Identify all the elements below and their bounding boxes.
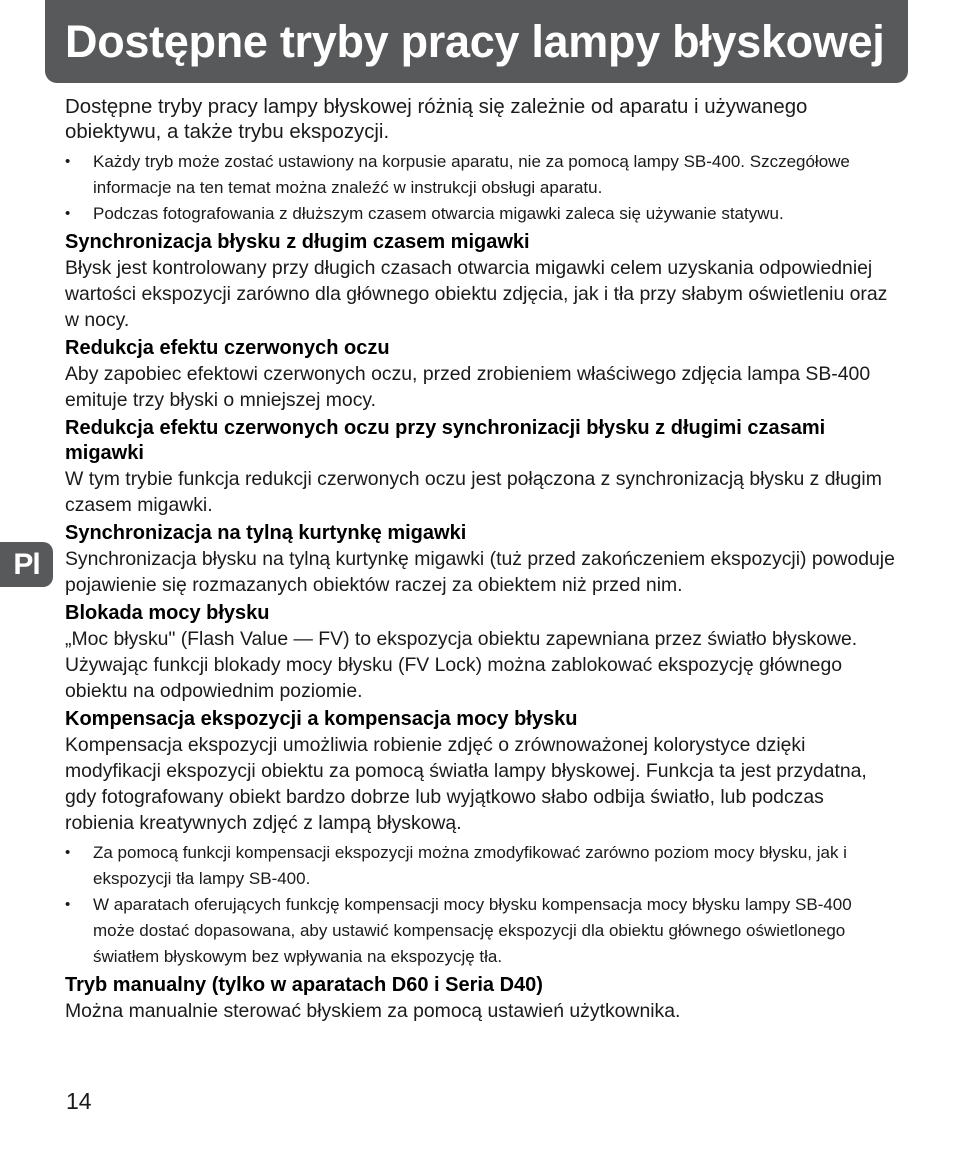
section-heading: Blokada mocy błysku — [65, 602, 270, 624]
section-red-eye — [65, 336, 895, 413]
section-exposure-compensation — [65, 707, 895, 970]
language-tab-label: Pl — [13, 548, 40, 581]
section-body: Można manualnie sterować błyskiem za pomocą ustawień użytkownika. — [65, 1000, 681, 1022]
section-manual-mode — [65, 973, 895, 1024]
intro-bullets — [65, 149, 895, 227]
section-body: Aby zapobiec efektowi czerwonych oczu, przed zrobieniem właściwego zdjęcia lampa SB-400 emituje trzy błyski o mniejszej mocy. — [65, 363, 871, 411]
section-body: Synchronizacja błysku na tylną kurtynkę migawki (tuż przed zakończeniem ekspozycji) powoduje pojawienie się rozmazanych obiektów raczej za obiektem niż przed nim. — [65, 548, 895, 596]
section-heading: Tryb manualny (tylko w aparatach D60 i Seria D40) — [65, 974, 543, 996]
section-heading: Synchronizacja błysku z długim czasem migawki — [65, 231, 530, 253]
bullet-item: • Za pomocą funkcji kompensacji ekspozycji można zmodyfikować zarówno poziom mocy błysku, jak i ekspozycji tła lampy SB-400. — [65, 840, 895, 892]
section-body: „Moc błysku" (Flash Value — FV) to ekspozycja obiektu zapewniana przez światło błyskowe. Używając funkcji blokady mocy błysku (FV Lock) można zablokować ekspozycję głównego obiektu na odpowiednim poziomie. — [65, 628, 858, 702]
page-content — [65, 95, 895, 1024]
section-body: Błysk jest kontrolowany przy długich czasach otwarcia migawki celem uzyskania odpowiedniej wartości ekspozycji zarówno dla głównego obiektu zdjęcia, jak i tła przy słabym oświetleniu oraz w nocy. — [65, 257, 888, 331]
compensation-bullets — [65, 840, 895, 970]
section-rear-curtain — [65, 521, 895, 598]
bullet-item: • Każdy tryb może zostać ustawiony na korpusie aparatu, nie za pomocą lampy SB-400. Szczegółowe informacje na ten temat można znaleźć w instrukcji obsługi aparatu. — [65, 149, 895, 201]
section-heading: Redukcja efektu czerwonych oczu przy synchronizacji błysku z długimi czasami migawki — [65, 417, 826, 464]
section-fv-lock — [65, 601, 895, 704]
intro-text: Dostępne tryby pracy lampy błyskowej różnią się zależnie od aparatu i używanego obiektywu, a także trybu ekspozycji. — [65, 96, 808, 143]
language-tab — [0, 542, 53, 587]
title-bar — [45, 0, 908, 83]
section-heading: Kompensacja ekspozycji a kompensacja mocy błysku — [65, 708, 578, 730]
bullet-item: • W aparatach oferujących funkcję kompensacji mocy błysku kompensacja mocy błysku lampy SB-400 może dostać dopasowana, aby ustawić kompensację ekspozycji dla obiektu głównego oświetlonego światłem błyskowym bez wpływania na ekspozycję tła. — [65, 892, 895, 970]
section-heading: Synchronizacja na tylną kurtynkę migawki — [65, 522, 467, 544]
page-title: Dostępne tryby pracy lampy błyskowej — [65, 16, 885, 67]
bullet-item: • Podczas fotografowania z dłuższym czasem otwarcia migawki zaleca się używanie statywu. — [65, 201, 895, 227]
section-heading: Redukcja efektu czerwonych oczu — [65, 337, 390, 359]
page-number: 14 — [66, 1088, 92, 1114]
section-body: W tym trybie funkcja redukcji czerwonych oczu jest połączona z synchronizacją błysku z długim czasem migawki. — [65, 468, 882, 516]
section-red-eye-slow-sync — [65, 416, 895, 518]
section-slow-sync — [65, 230, 895, 333]
section-body: Kompensacja ekspozycji umożliwia robienie zdjęć o zrównoważonej kolorystyce dzięki modyfikacji ekspozycji obiektu za pomocą światła lampy błyskowej. Funkcja ta jest przydatna, gdy fotografowany obiekt bardzo dobrze lub wyjątkowo słabo odbija światło, lub podczas robienia kreatywnych zdjęć z lampą błyskową. — [65, 734, 867, 834]
